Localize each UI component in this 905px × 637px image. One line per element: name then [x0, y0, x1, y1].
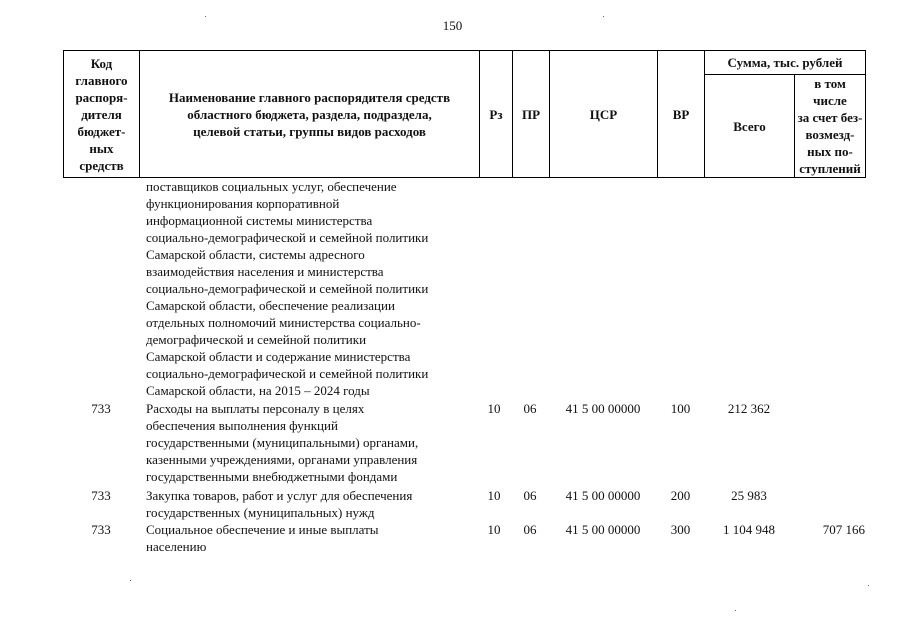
row-total: 212 362	[727, 401, 771, 416]
row-name-line: государственными внебюджетными фондами	[146, 469, 398, 484]
scan-speck	[603, 16, 604, 17]
page-number: 150	[442, 18, 463, 33]
row-rz: 10	[487, 488, 501, 503]
text-line: функционирования корпоративной	[146, 196, 340, 211]
row-name-line: Социальное обеспечение и иные выплаты	[146, 522, 379, 537]
header-name: Наименование главного распорядителя средств областного бюджета, раздела, подраздела, целевой статьи, группы видов расходов	[140, 51, 480, 178]
row-name-line: государственных (муниципальных) нужд	[146, 505, 375, 520]
scan-speck	[205, 16, 206, 17]
text-line: поставщиков социальных услуг, обеспечение	[146, 179, 397, 194]
row-pr: 06	[523, 401, 537, 416]
text-line: Самарской области, на 2015 – 2024 годы	[146, 383, 370, 398]
scan-speck	[130, 580, 131, 581]
scan-speck	[735, 610, 736, 611]
budget-table-header	[63, 50, 866, 178]
row-rz: 10	[487, 522, 501, 537]
row-code: 733	[91, 488, 111, 503]
header-vr: ВР	[658, 51, 705, 178]
row-csr: 41 5 00 00000	[565, 401, 641, 416]
row-vr: 100	[670, 401, 691, 416]
text-line: Самарской области, обеспечение реализации	[146, 298, 395, 313]
header-sum-group: Сумма, тыс. рублей	[705, 51, 866, 75]
row-code: 733	[91, 401, 111, 416]
row-pr: 06	[523, 488, 537, 503]
row-pr: 06	[523, 522, 537, 537]
text-line: социально-демографической и семейной политики	[146, 230, 429, 245]
header-pr: ПР	[513, 51, 550, 178]
row-rz: 10	[487, 401, 501, 416]
text-line: отдельных полномочий министерства социально-	[146, 315, 421, 330]
row-total: 25 983	[731, 488, 767, 503]
text-line: социально-демографической и семейной политики	[146, 281, 429, 296]
header-csr: ЦСР	[550, 51, 658, 178]
row-total: 1 104 948	[723, 522, 775, 537]
text-line: демографической и семейной политики	[146, 332, 367, 347]
row-csr: 41 5 00 00000	[565, 522, 641, 537]
scan-speck	[868, 585, 869, 586]
header-free-receipts: в том числе за счет без- возмезд- ных по- ступлений	[795, 75, 866, 178]
text-line: Самарской области, системы адресного	[146, 247, 365, 262]
header-code: Код главного распоря- дителя бюджет- ных средств	[64, 51, 140, 178]
text-line: информационной системы министерства	[146, 213, 373, 228]
row-name-line: населению	[146, 539, 207, 554]
row-csr: 41 5 00 00000	[565, 488, 641, 503]
row-vr: 200	[670, 488, 691, 503]
row-name-line: Закупка товаров, работ и услуг для обеспечения	[146, 488, 413, 503]
row-name-line: обеспечения выполнения функций	[146, 418, 338, 433]
text-line: социально-демографической и семейной политики	[146, 366, 429, 381]
row-vr: 300	[670, 522, 691, 537]
text-line: Самарской области и содержание министерства	[146, 349, 411, 364]
row-name-line: казенными учреждениями, органами управления	[146, 452, 418, 467]
header-rz: Рз	[480, 51, 513, 178]
row-name-line: государственными (муниципальными) органами,	[146, 435, 419, 450]
row-name-line: Расходы на выплаты персоналу в целях	[146, 401, 365, 416]
row-code: 733	[91, 522, 111, 537]
header-total: Всего	[705, 75, 795, 178]
text-line: взаимодействия населения и министерства	[146, 264, 384, 279]
row-free-receipts: 707 166	[822, 522, 865, 537]
